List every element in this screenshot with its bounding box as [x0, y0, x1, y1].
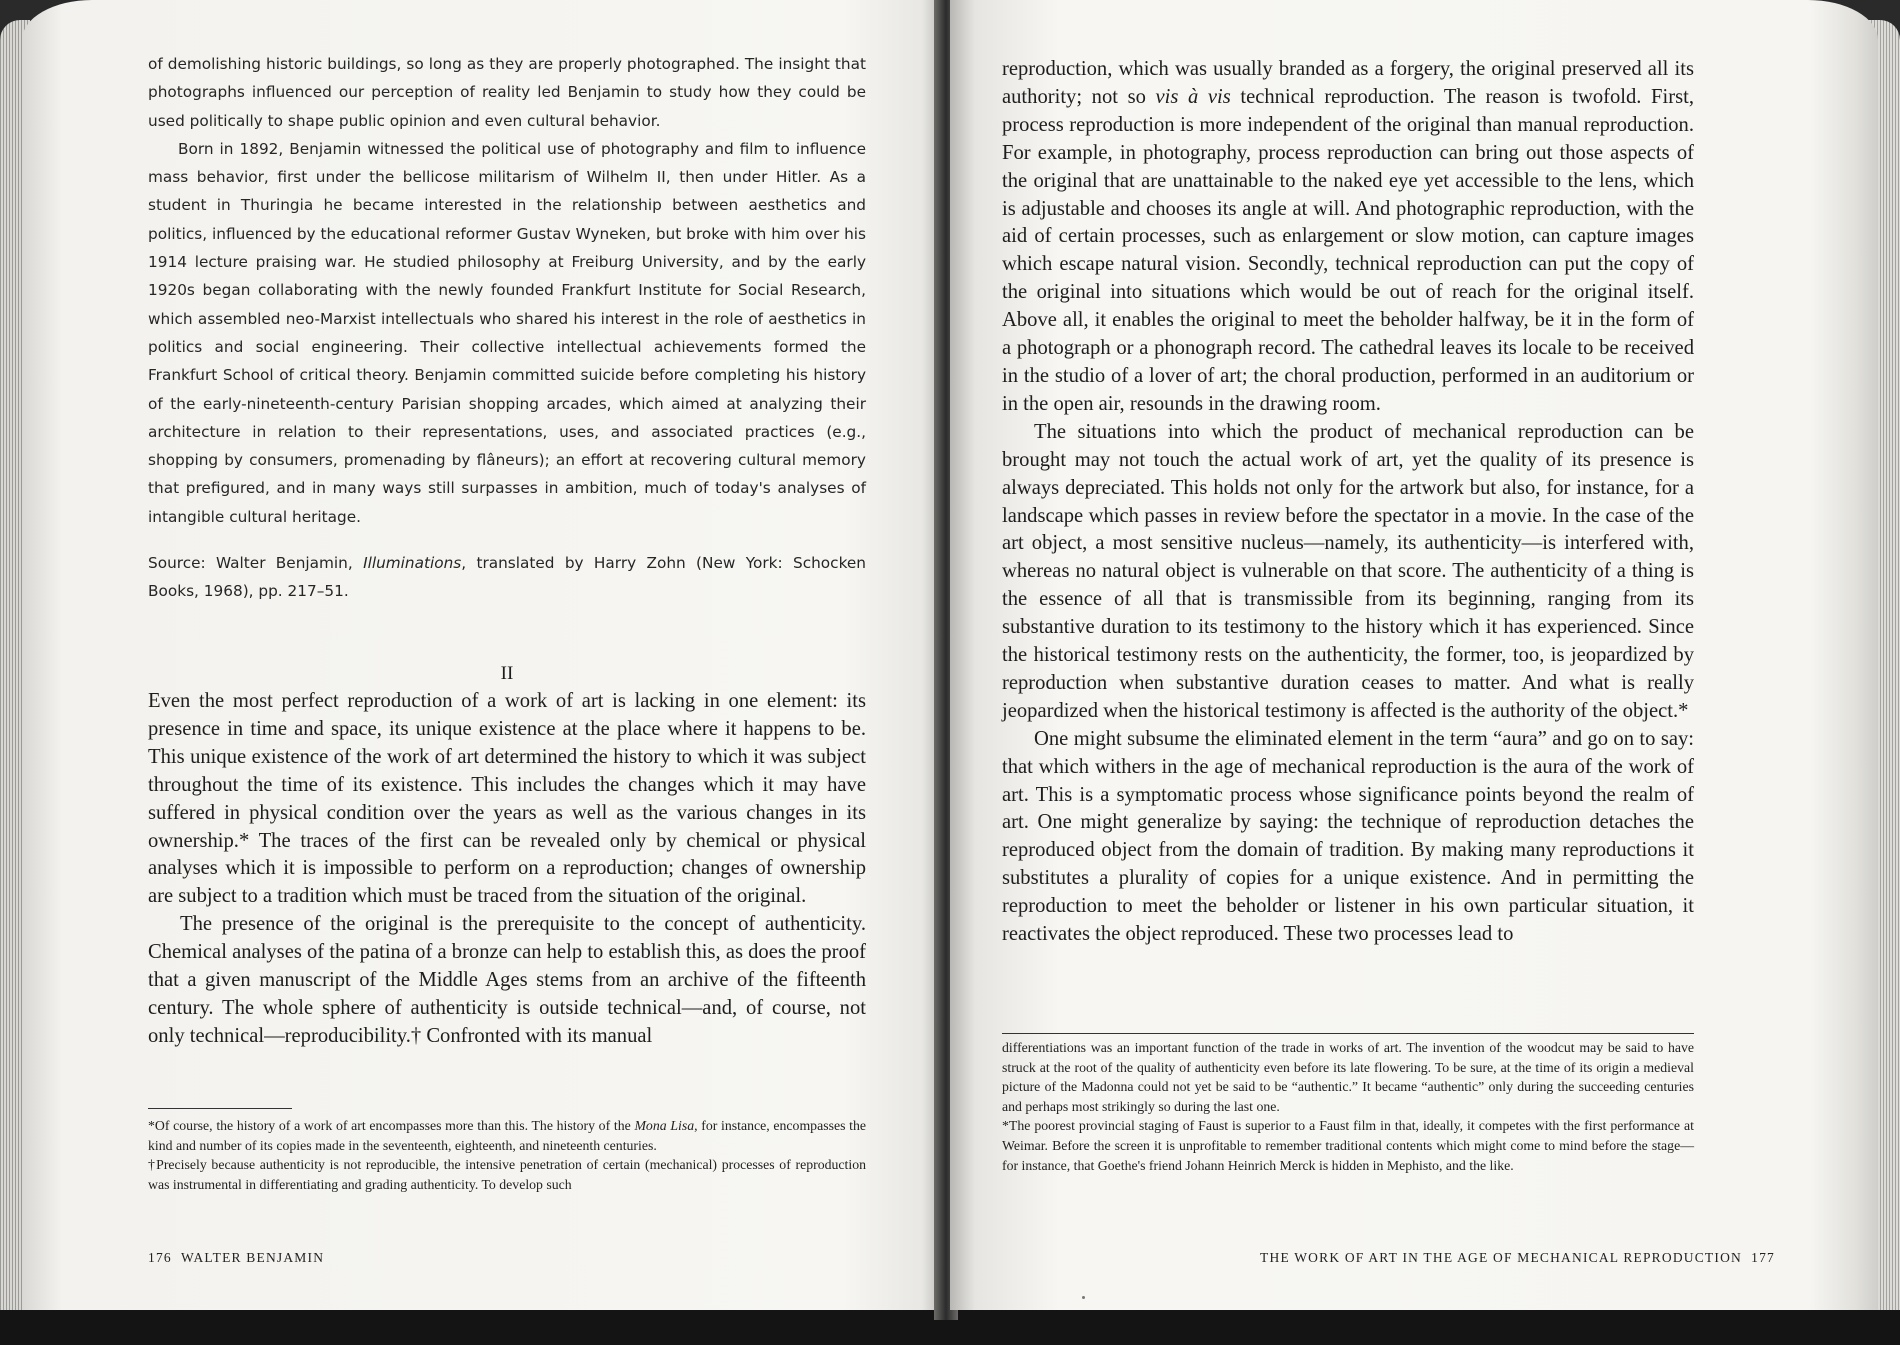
page-number: 177: [1751, 1250, 1775, 1265]
footnote-rule: [1002, 1033, 1694, 1034]
footnote: *Of course, the history of a work of art encompasses more than this. The history of the Mona Lisa, for instance, encompasses the kind and number of its copies made in the seventeenth, eighteenth, and nineteenth centuries.: [148, 1118, 866, 1153]
intro-paragraph: of demolishing historic buildings, so long as they are properly photographed. The insight that photographs influenced our perception of reality led Benjamin to study how they could be used politically to shape public opinion and even cultural behavior.: [148, 55, 866, 130]
right-body-text: [1002, 56, 1694, 949]
right-page: [950, 0, 1878, 1310]
running-foot-author: WALTER BENJAMIN: [181, 1250, 325, 1265]
footnote: *The poorest provincial staging of Faust is superior to a Faust film in that, ideally, it competes with the first performance at Weimar. Before the screen it is unprofitable to remember traditional contents which might come to mind before the stage—for instance, that Goethe's friend Johann Heinrich Merck is hidden in Mephisto, and the like.: [1002, 1118, 1694, 1173]
introduction-text: [148, 50, 866, 606]
left-page: [22, 0, 942, 1310]
left-footnotes: [148, 1116, 866, 1194]
intro-paragraph: Born in 1892, Benjamin witnessed the political use of photography and film to influence mass behavior, first under the bellicose militarism of Wilhelm II, then under Hitler. As a student in Thuringia he became interested in the relationship between aesthetics and politics, influenced by the educational reformer Gustav Wyneken, but broke with him over his 1914 lecture praising war. He studied philosophy at Freiburg University, and by the early 1920s began collaborating with the newly founded Frankfurt Institute for Social Research, which assembled neo-Marxist intellectuals who shared his interest in the role of aesthetics in politics and social engineering. Their collective intellectual achievements formed the Frankfurt School of critical theory. Benjamin committed suicide before completing his history of the early-nineteenth-century Parisian shopping arcades, which aimed at analyzing their architecture in relation to their representations, uses, and associated practices (e.g., shopping by consumers, promenading by flâneurs); an effort at recovering cultural memory that prefigured, and in many ways still surpasses in ambition, much of today's analyses of intangible cultural heritage.: [148, 139, 866, 526]
left-running-foot: [148, 1250, 324, 1266]
left-body-text: [148, 688, 866, 1051]
footnote: differentiations was an important function of the trade in works of art. The invention of the woodcut may be said to have struck at the root of the quality of authenticity even before its late flowering. To be sure, at the time of its origin a medieval picture of the Madonna could not yet be said to be “authentic.” It became “authentic” only during the succeeding centuries and perhaps most strikingly so during the last one.: [1002, 1040, 1694, 1114]
running-foot-title: THE WORK OF ART IN THE AGE OF MECHANICAL REPRODUCTION: [1260, 1250, 1742, 1265]
body-paragraph: The presence of the original is the prerequisite to the concept of authenticity. Chemical analyses of the patina of a bronze can help to establish this, as does the proof that a given manuscript of the Middle Ages stems from an archive of the fifteenth century. The whole sphere of authenticity is outside technical—and, of course, not only technical—reproducibility.† Confronted with its manual: [148, 913, 866, 1047]
right-running-foot: [1260, 1250, 1775, 1266]
section-numeral: II: [500, 663, 514, 684]
body-paragraph: Even the most perfect reproduction of a work of art is lacking in one element: its presence in time and space, its unique existence at the place where it happens to be. This unique existence of the work of art determined the history to which it was subject throughout the time of its existence. This includes the changes which it may have suffered in physical condition over the years as well as the various changes in its ownership.* The traces of the first can be revealed only by chemical or physical analyses which it is impossible to perform on a reproduction; changes of ownership are subject to a tradition which must be traced from the situation of the original.: [148, 690, 866, 908]
source-citation: Source: Walter Benjamin, Illuminations, translated by Harry Zohn (New York: Schocken Books, 1968), pp. 217–51.: [148, 554, 866, 601]
print-speck: [1082, 1296, 1085, 1299]
right-footnotes: [1002, 1038, 1694, 1175]
body-paragraph: The situations into which the product of mechanical reproduction can be brought may not touch the actual work of art, yet the quality of its presence is always depreciated. This holds not only for the artwork but also, for instance, for a landscape which passes in review before the spectator in a movie. In the case of the art object, a most sensitive nucleus—namely, its authenticity—is interfered with, whereas no natural object is vulnerable on that score. The authenticity of a thing is the essence of all that is transmissible from its beginning, ranging from its substantive duration to its testimony to the history which it has experienced. Since the historical testimony rests on the authenticity, the former, too, is jeopardized by reproduction when substantive duration ceases to matter. And what is really jeopardized when the historical testimony is affected is the authority of the object.*: [1002, 420, 1694, 722]
page-number: 176: [148, 1250, 172, 1265]
footnote-rule: [148, 1108, 292, 1109]
footnote: †Precisely because authenticity is not reproducible, the intensive penetration of certain (mechanical) processes of reproduction was instrumental in differentiating and grading authenticity. To develop such: [148, 1157, 866, 1192]
body-paragraph: reproduction, which was usually branded as a forgery, the original preserved all its authority; not so vis à vis technical reproduction. The reason is twofold. First, process reproduction is more independent of the original than manual reproduction. For example, in photography, process reproduction can bring out those aspects of the original that are unattainable to the naked eye yet accessible to the lens, which is adjustable and chooses its angle at will. And photographic reproduction, with the aid of certain processes, such as enlargement or slow motion, can capture images which escape natural vision. Secondly, technical reproduction can put the copy of the original into situations which would be out of reach for the original itself. Above all, it enables the original to meet the beholder halfway, be it in the form of a photograph or a phonograph record. The cathedral leaves its locale to be received in the studio of a lover of art; the choral production, performed in an auditorium or in the open air, resounds in the drawing room.: [1002, 58, 1694, 415]
body-paragraph: One might subsume the eliminated element in the term “aura” and go on to say: that which withers in the age of mechanical reproduction is the aura of the work of art. This is a symptomatic process whose significance points beyond the realm of art. One might generalize by saying: the technique of reproduction detaches the reproduced object from the domain of tradition. By making many reproductions it substitutes a plurality of copies for a unique existence. And in permitting the reproduction to meet the beholder or listener in his own particular situation, it reactivates the object reproduced. These two processes lead to: [1002, 727, 1694, 946]
